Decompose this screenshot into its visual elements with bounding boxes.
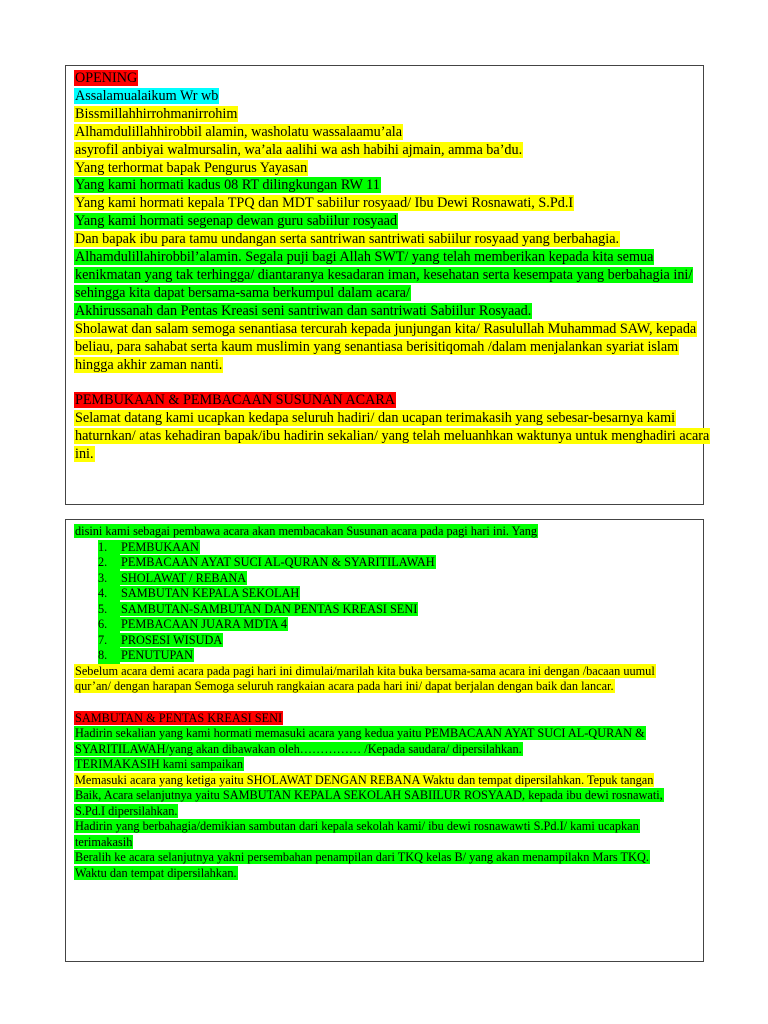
line-text: S.Pd.I dipersilahkan. [75,803,178,818]
blank-line [74,374,695,392]
line-text: sehingga kita dapat bersama-sama berkumpul dalam acara/ [75,284,410,301]
line-text: Beralih ke acara selanjutnya yakni persembahan penampilan dari TKQ kelas B/ yang akan menampilakn Mars TKQ. [75,850,649,864]
text-line [74,88,695,106]
text-line [74,804,695,820]
text-line [74,303,695,321]
agenda-label: PEMBACAAN AYAT SUCI AL-QURAN & SYARITILAWAH [121,555,435,569]
agenda-item [74,648,695,664]
agenda-label: PROSESI WISUDA [121,632,223,647]
line-text: Selamat datang kami ucapkan kedapa seluruh hadiri/ dan ucapan terimakasih yang sebesar-besarnya kami [75,410,676,427]
text-line [74,106,695,124]
line-text: Waktu dan tempat dipersilahkan. [75,865,237,880]
page-2-box [65,519,704,962]
section-heading [74,711,695,727]
line-text: Bissmillahhirrohmanirrohim [75,105,238,122]
text-line [74,285,695,303]
blank-line [74,695,695,711]
agenda-item [74,571,695,587]
line-text: Yang kami hormati kadus 08 RT dilingkungan RW 11 [75,177,380,194]
text-line [74,664,695,680]
agenda-number: 3. [98,571,120,587]
line-text: haturnkan/ atas kehadiran bapak/ibu hadirin sekalian/ yang telah meluanhkan waktunya untuk menghadiri acara [75,428,710,445]
text-line [74,249,695,267]
text-line [74,267,695,285]
line-text: Yang kami hormati kepala TPQ dan MDT sabiilur rosyaad/ Ibu Dewi Rosnawati, S.Pd.I [75,195,574,212]
agenda-number: 7. [98,633,120,649]
text-line [74,410,695,428]
text-line [74,757,695,773]
agenda-label: SHOLAWAT / REBANA [121,570,247,585]
line-text: Assalamualaikum Wr wb [75,87,219,104]
line-text: Alhamdulillahirobbil’alamin. Segala puji bagi Allah SWT/ yang telah memberikan kepada kita semua [75,249,654,266]
box2-body [74,664,695,882]
heading-pembukaan-pembacaan-susunan-acara: PEMBUKAAN & PEMBACAAN SUSUNAN ACARA [75,392,396,409]
agenda-label: PENUTUPAN [121,648,193,662]
heading-sambutan-pentas-kreasi-seni: SAMBUTAN & PENTAS KREASI SENI [75,710,283,725]
line-text: Sebelum acara demi acara pada pagi hari ini dimulai/marilah kita buka bersama-sama acara ini dengan /bacaan uumul [75,663,655,678]
heading-opening: OPENING [75,70,138,86]
line-text: qur’an/ dengan harapan Semoga seluruh rangkaian acara pada hari ini/ dapat berjalan dengan baik dan lancar. [75,679,614,693]
section-heading [74,70,695,88]
line-text: asyrofil anbiyai walmursalin, wa’ala aalihi wa ash habihi ajmain, amma ba’du. [75,141,523,158]
line-text: beliau, para sahabat serta kaum muslimin yang senantiasa berisitiqomah /dalam menjalankan syariat islam [75,338,679,355]
text-line [74,773,695,789]
text-line [74,788,695,804]
line-text: Hadirin yang berbahagia/demikian sambutan dari kepala sekolah kami/ ibu dewi rosnawawti S.Pd.I/ kami ucapkan [75,819,639,833]
line-text: kenikmatan yang tak terhingga/ diantaranya kesadaran iman, kesehatan serta kesempata yang berbahagia ini/ [75,266,693,283]
agenda-label: SAMBUTAN-SAMBUTAN DAN PENTAS KREASI SENI [121,601,418,616]
agenda-number: 8. [98,648,120,664]
text-line [74,428,710,446]
agenda-item [74,586,695,602]
agenda-number: 6. [98,617,120,633]
line-text: TERIMAKASIH kami sampaikan [75,757,244,771]
line-text: Yang terhormat bapak Pengurus Yayasan [75,159,308,176]
text-line [74,339,695,357]
text-line [74,160,695,178]
line-text: terimakasih [75,834,133,849]
agenda-item [74,540,695,556]
agenda-label: PEMBUKAAN [121,539,199,554]
agenda-label: SAMBUTAN KEPALA SEKOLAH [121,586,300,600]
line-text: Memasuki acara yang ketiga yaitu SHOLAWAT DENGAN REBANA Waktu dan tempat dipersilahkan. Tepuk tangan [75,772,654,787]
line-text: Dan bapak ibu para tamu undangan serta santriwan santriwati sabiilur rosyaad yang berbahagia. [75,231,620,248]
text-line [74,679,695,695]
agenda-item [74,617,695,633]
page-1-box [65,65,710,505]
agenda-item [74,633,695,649]
line-text: Sholawat dan salam semoga senantiasa tercurah kepada junjungan kita/ Rasulullah Muhammad SAW, kepada [75,320,697,337]
line-text: ini. [75,446,94,463]
line-text: Alhamdulillahhirobbil alamin, washolatu wassalaamu’ala [75,123,403,140]
text-line [74,177,695,195]
agenda-item [74,602,695,618]
text-line [74,819,695,835]
agenda-item [74,555,695,571]
text-line [74,850,695,866]
line-text: Yang kami hormati segenap dewan guru sabiilur rosyaad [75,213,398,230]
section-heading [74,392,695,410]
agenda-intro: disini kami sebagai pembawa acara akan membacakan Susunan acara pada pagi hari ini. Yang [75,524,537,538]
text-line [74,124,695,142]
text-line [74,213,695,231]
line-text: Baik, Acara selanjutnya yaitu SAMBUTAN KEPALA SEKOLAH SABIILUR ROSYAAD, kepada ibu dewi rosnawati, [75,788,663,802]
agenda-number: 2. [98,555,120,571]
text-line [74,446,695,464]
text-line [74,866,695,882]
text-line [74,142,695,160]
line-text: hingga akhir zaman nanti. [75,356,223,373]
line-text: Akhirussanah dan Pentas Kreasi seni santriwan dan santriwati Sabiilur Rosyaad. [75,302,532,319]
agenda-list [74,540,695,664]
agenda-number: 5. [98,602,120,618]
text-line [74,726,695,742]
line-text: Hadirin sekalian yang kami hormati memasuki acara yang kedua yaitu PEMBACAAN AYAT SUCI AL-QURAN & [75,726,645,740]
text-line [74,357,695,375]
text-line [74,835,695,851]
agenda-label: PEMBACAAN JUARA MDTA 4 [121,617,288,631]
text-line [74,195,695,213]
line-text: SYARITILAWAH/yang akan dibawakan oleh…………… /Kepada saudara/ dipersilahkan. [75,741,522,756]
text-line [74,742,695,758]
agenda-number: 4. [98,586,120,602]
agenda-number: 1. [98,540,120,556]
text-line [74,231,695,249]
text-line [74,321,695,339]
